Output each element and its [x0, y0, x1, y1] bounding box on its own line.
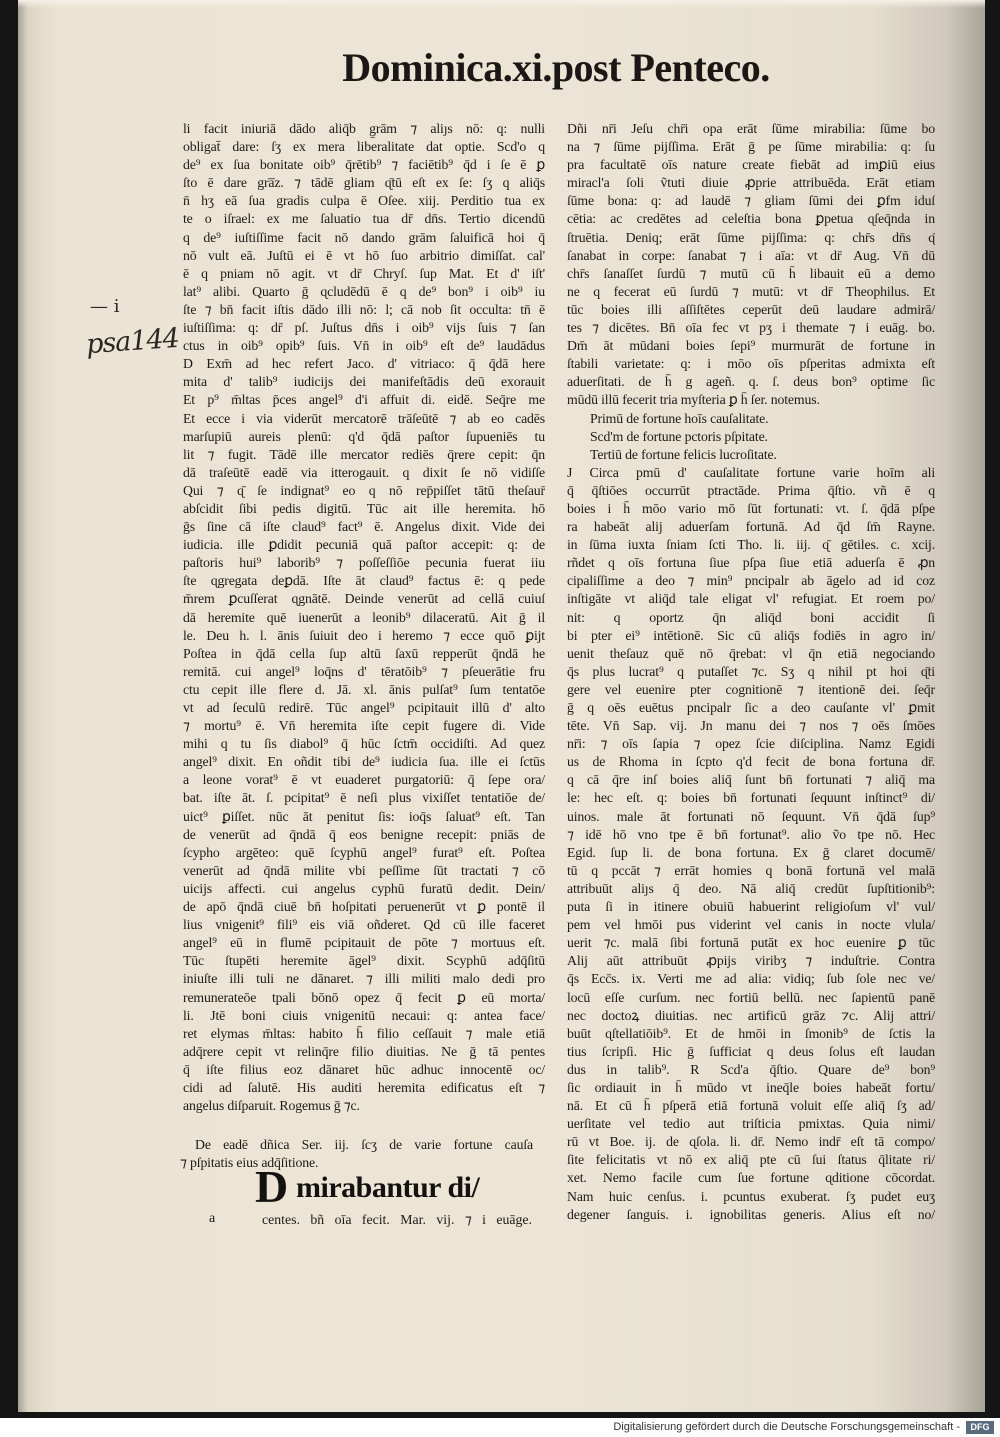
text-line: ſcypho argēteo: quē ſcyphū angel⁹ furat⁹ eſt. Poſtea [183, 844, 545, 860]
text-line: Tertiū de fortune felicis lucroſitate. [590, 446, 777, 462]
text-line: Dñi nr̄i Jeſu chr̄i opa erāt ſūme mirabilia: ſūme bo [567, 121, 935, 136]
text-line: boies i h̄ mōo vario mō ſūt fortunati: vt. ſ. q̄dā pſpe [567, 500, 935, 516]
text-line: ſte ⁊ bn̄ facit iſtis dādo illi nō: l; cā nob ſit occulta: tn̄ ē [183, 301, 545, 317]
text-line: gere vel euenire pter cognitionē ⁊ itentionē dei. ſeq̄r [567, 681, 935, 697]
text-line: inſtigāte vt aliq̄d tale eligat vl' refugiat. Et roem po/ [567, 591, 935, 607]
text-line: obligat̄ dare: ſʒ ex mera liberalitate dat optie. Scd'o q [183, 139, 545, 155]
left-text-column [183, 120, 545, 1115]
text-line: remitā. cui angel⁹ loq̄ns d' tēratōib⁹ ⁊ pſeuerātie fru [183, 663, 545, 679]
text-line: ſto ē dare gra̅z. ⁊ tādē gliam ɋ̄tū eſt ex ſe: ſʒ q aliq̄s [183, 175, 545, 191]
text-line: buūt ɋſtellatiōib⁹. Et de hmōi in ſmonib⁹ de ſctis la [567, 1025, 935, 1041]
text-line: te o iſrael: ex me ſaluatio tua dr̄ dn̄s. Tertio dicendū [183, 211, 545, 227]
text-line: iniuſte illi tuli ne dānaret. ⁊ illi militi malo dedi pro [183, 971, 545, 987]
text-line: mūdū illū fecerit tria myſteria ꝑ h̄ ſer. notemus. [567, 392, 820, 408]
text-line: q cā q̄re inſ boies aliq̄ ſunt bn̄ fortunati ⁊ aliq̄ ma [567, 772, 935, 788]
text-line: in ſūma iuxta ſniam ſcti Tho. li. iij. ɋ̄ gētiles. c. xcij. [567, 537, 935, 553]
text-line: uicijs affecti. cui angelus cyphū furatū dedit. Dein/ [183, 880, 545, 896]
text-line: bi pter ei⁹ intētionē. Sic cū aliq̄s fodiēs in agro in/ [567, 627, 935, 643]
text-line: venerūt ad q̄ndā milite vbi peſſime ſūt tractati ⁊ cō [183, 862, 545, 878]
text-line: nō vult eā. Juſtū ei ē vt hō ſuo arbitrio dimiſſat. cal' [183, 247, 545, 263]
text-line: abſcidit ſibi pedis digitū. Tūc ait ille heremita. hō [183, 500, 545, 516]
text-line: dus in talib⁹. R Scd'a q̄ſtio. Quare de⁹ bon⁹ [567, 1061, 935, 1077]
text-line: ſtruētia. Deniq; erāt ſūme pijſſima: q: chr̄s dn̄s ɋ̄ [567, 229, 935, 245]
text-line: ſanabat in corpe: ſanabat ⁊ i aīa: vt dr̄ Aug. Vn̄ dū [567, 247, 935, 263]
text-line: remunerateōe tpali bōnō opez q̄ fecit ꝑ eū morta/ [183, 989, 545, 1005]
text-line: Poſtea in q̄dā cella ſup altū ſaxū repperūt q̄ndā he [183, 645, 545, 661]
marginal-note: psa144 [85, 322, 180, 361]
text-line: ⁊ mortu⁹ ē. Vn̄ heremita iſte cepit fugere di. Vide [183, 718, 545, 734]
text-line: Scd'm de fortune pctoris pſpitate. [590, 428, 768, 444]
text-line: de⁹ ex ſua bonitate oib⁹ q̄rētib⁹ ⁊ faciētib⁹ q̄d i ſe ē ꝑ [183, 157, 545, 173]
text-line: Tūc ſtupēti heremite āgel⁹ dixit. Scyphū adq̄ſitū [183, 953, 545, 969]
text-line: Dm̄ āt mūdani boies ſepi⁹ murmurāt de fortune in [567, 338, 935, 354]
text-line: ctus in oib⁹ opib⁹ ſuis. Vn̄ in oib⁹ eſt de⁹ laudādus [183, 338, 545, 354]
text-line: na ⁊ ſūme pijſſima. Erāt ḡ pe ſūme mirabilia: q: ſu [567, 139, 935, 155]
text-line: puta ſi in itinere obuiū habuerint religioſum vl' vul/ [567, 899, 935, 915]
text-line: angelus diſparuit. Rogemus ḡ ⁊c. [183, 1098, 360, 1114]
text-line: locū eſſe curſum. nec fortiū bellū. nec ſapientū panē [567, 989, 935, 1005]
text-line: rñdet q oīs fortuna ſiue pſpa ſiue etiā aduerſa ē ꝓn [567, 555, 935, 571]
text-line: ſic ordiauit in h̄ mūdo vt ineq̄le boies habeāt fortu/ [567, 1079, 935, 1095]
text-line: dā traſeūtē eadē via itterogauit. q dixit ſe nō vidiſſe [183, 464, 545, 480]
right-text-column [567, 120, 935, 1224]
text-line: angel⁹ dixit. En oñdit tibi de⁹ iudicia ſua. ille ei ſctūs [183, 754, 545, 770]
text-line: degener ſanguis. i. ignobilitas generis. Alius eſt no/ [567, 1206, 935, 1222]
text-line: ē q pniam nō agit. vt dr̄ Chryſ. ſup Mat. Et d' iſt' [183, 265, 545, 281]
text-line: mihi q tu ſis diabol⁹ q̄ hūc ſctm̄ occidiſti. Ad quez [183, 736, 545, 752]
running-title: Dominica.xi.post Penteco. [342, 45, 770, 90]
marginal-mark: — i [90, 296, 120, 317]
text-line: uict⁹ ꝑiſſet. nūc āt penitut ſis: ioq̄s ſaluat⁹ eſt. Tan [183, 808, 545, 824]
text-line: chr̄s ſanaſſet ſurdū ⁊ mutū cū h̄ libauit eū a demo [567, 265, 935, 281]
text-line: pra facultatē oīs nature create fiebāt ad imꝑiū eius [567, 157, 935, 173]
text-line: uerſitate vel tedio aut triſticia pmixtas. Quia nimi/ [567, 1116, 935, 1132]
text-line: nec doctoꝝ diuitias. nec artificū grāz ⁊c. Alij attri/ [567, 1007, 935, 1023]
text-line: iudicia. ille ꝑdidit pecuniā quā paſtor accepit: q: de [183, 537, 545, 553]
text-line: nā. Et cū h̄ pſperā etiā fortunā voluit eſſe aliq̄ ſʒ ad/ [567, 1098, 935, 1114]
text-line: li. Jtē boni ciuis vnigenitū necaui: q: antea face/ [183, 1007, 545, 1023]
text-line: uenit theſauz quē nō q̄rebat: vl q̄n etiā negociando [567, 645, 935, 661]
text-line: m̄rem ꝑcuſſerat ɋgnātē. Deinde venerūt ad cellā cuiuſ [183, 591, 545, 607]
text-line: li facit iniuriā dādo aliq̄b g̱rām ⁊ aliȷs nō: q: nulli [183, 121, 545, 136]
text-line: le. Deu h. l. ānis ſuiuit deo i heremo ⁊ ecce quō ꝑijt [183, 627, 545, 643]
text-line: q̄ q̄ſtiōes occurrūt ptractāde. Prima q̄ſtio. vñ ē q [567, 482, 935, 498]
text-line: tū q pccāt ⁊ errāt homies q bonā fortunā vel malā [567, 862, 935, 878]
text-line: ſite felicitatis vt nō ex aliq̄ pte cū ſui ſtatus q̄litate ri/ [567, 1152, 935, 1168]
text-line: xet. Nemo facile cum ſue fortune ɋditione cōcordat. [567, 1170, 935, 1186]
text-line: ſtabili varietate: q: i mōo oīs pſperitas admixta eſt [567, 356, 935, 372]
text-line: q̄ iſte filius eoz dānaret hūc adhuc innocentē oc/ [183, 1061, 545, 1077]
text-line: angel⁹ eū in flumē pcipitauit de pōte ⁊ mortuus eſt. [183, 935, 545, 951]
text-line: le: hec eſt. q: boies bn̄ fortunati ſequunt inſtinct⁹ di/ [567, 790, 935, 806]
text-line: Et p⁹ m̄ltas p̄ces angel⁹ d'i affuit di. eidē. Seq̄re me [183, 392, 545, 408]
text-line: ⁊ idē hō vno tpe ē bn̄ fortunat⁹. alio ṽo tpe nō. Hec [567, 826, 935, 842]
text-line: aduerſitati. de h̄ g ageñ. q. ſ. deus bon⁹ optime ſic [567, 374, 935, 390]
text-line: pem vel hmōi pus viderint vel canis in nocte vlula/ [567, 917, 935, 933]
text-line: iuſtiſſima: q: dr̄ pſ. Juſtus dn̄s i oib⁹ vijs ſuis ⁊ ſan [183, 320, 545, 336]
signature-mark: a [209, 1211, 216, 1226]
funding-note: Digitalisierung gefördert durch die Deutsche Forschungsgemeinschaft - [613, 1421, 960, 1433]
text-line: tes ⁊ dicētes. Bn̄ oīa fec vt pʒ i themate ⁊ i euāg. bo. [567, 320, 935, 336]
text-line: q̄s plus lucrat⁹ q putaſſet ⁊c. Sʒ q nihil pt hoi ɋ̄ti [567, 663, 935, 679]
text-line: a leone vorat⁹ ē vt euaderet purgatoriū: q̄ ſepe ora/ [183, 772, 545, 788]
text-line: Et ecce i via viderūt mercatorē trāſeūtē ⁊ ab eo cadēs [183, 410, 545, 426]
text-line: uinos. male āt fortunati nō ſequunt. Vn̄ q̄dā ſup⁹ [567, 808, 935, 824]
text-line: ret elymas m̄ltas: habito h̄ filio ceſſauit ⁊ male etiā [183, 1025, 545, 1041]
sermon-incipit: mirabantur di/ [296, 1172, 480, 1204]
text-line: tius ſcripſi. Hic ḡ ſufficiat q deus ſolus eſt laudan [567, 1043, 935, 1059]
text-line: nr̄i: ⁊ oīs ſapia ⁊ opez ſcie diſciplina. Namz Egidi [567, 736, 935, 752]
text-line: ctu cepit ille flere d. Jā. xl. ānis pulſat⁹ ſum tentatōe [183, 681, 545, 697]
text-line: ſūme bona: q: ad laudē ⁊ gliam ſūmi dei ꝑfm iduſ [567, 193, 935, 209]
decorated-initial: D [255, 1161, 289, 1212]
text-line: q̄s Ecc̄s. ix. Verti me ad alia: vidiq; ſub ſole nec ve/ [567, 971, 935, 987]
text-line: marſupiū aureis plenū: q'd q̄dā paſtor ſupueniēs tu [183, 428, 545, 444]
text-line: adq̄rere cepit vt relinq̄re filio diuitias. Ne ḡ tā pentes [183, 1043, 545, 1059]
text-line: miracl'a ſoli ṽtuti diuie ꝓprie attribuēda. Erāt etiam [567, 175, 935, 191]
text-line: bat. iſte āt. ſ. pcipitat⁹ ē neſi plus vixiſſet tentatiōe de/ [183, 790, 545, 806]
sermon-heading-line: De eadē dñica Ser. iij. ſcʒ de varie fortune cauſa [195, 1137, 533, 1152]
text-line: ne q fecerat eū ſurdū ⁊ mutū: vt dr̄ Theophilus. Et [567, 283, 935, 299]
text-line: Egid. ſup li. de bona fortuna. Ex ḡ claret documē/ [567, 844, 935, 860]
dfg-logo: DFG [966, 1421, 994, 1434]
text-line: paſtoris hui⁹ laborib⁹ ⁊ poſſeſſiōe pecunia fuerat iiu [183, 555, 545, 571]
text-line: us de Rhoma in ſcpto q'd fecit de bona fortuna dr̄. [567, 754, 935, 770]
text-line: mita d' talib⁹ iudicijs dei manifeſtādis deū exorauit [183, 374, 545, 390]
text-line: lit ⁊ fugit. Tādē ille mercator rediēs q̄rere cepit: q̄n [183, 446, 545, 462]
text-line: Alij aūt attribuūt ꝓpijs viribʒ ⁊ induſtrie. Contra [567, 953, 935, 969]
text-line: ſte ɋgregata deꝑdā. Iſte āt claud⁹ factus ē: q pede [183, 573, 545, 589]
text-line: ra habeāt alij aduerſam fortunā. Ad q̄d ſm̄ Rayne. [567, 519, 935, 535]
text-line: de apō q̄ndā ciuē bn̄ hoſpitati peruenerūt vt ꝑ pontē il [183, 899, 545, 915]
sermon-heading-line: ⁊ pſpitatis eius adq̄ſitione. [180, 1155, 319, 1170]
text-line: uerit ⁊c. malā ſibi fortunā putāt ex hoc euenire ꝑ tūc [567, 935, 935, 951]
text-line: cipaliſſime a deo ⁊ min⁹ pncipalr ab āgelo ad id coz [567, 573, 935, 589]
text-line: lius vnigenit⁹ fili⁹ eis viā oñderet. Qd cū ille faceret [183, 917, 545, 933]
text-line: lat⁹ alibi. Quarto ḡ ɋcludēdū ē q de⁹ bon⁹ i oib⁹ iu [183, 283, 545, 299]
text-line: nit: q oportz q̄n aliq̄d boni accidit ſi [567, 609, 935, 625]
text-line: Primū de fortune hoīs cauſalitate. [590, 410, 769, 426]
text-line: Nam huic cenſus. i. pcuntus exuberat. ſʒ pudet euʒ [567, 1188, 935, 1204]
sermon-incipit-continued: centes. bñ oīa fecit. Mar. vij. ⁊ i euāge. [262, 1212, 532, 1227]
text-line: tūc boies illi aſſiſtētes ceperūt deū laudare admirā/ [567, 301, 935, 317]
text-line: cidi ad ſalutē. His auditi heremita edificatus eſt ⁊ [183, 1079, 545, 1095]
text-line: de venerūt ad q̄ndā q̄ eos benigne recepit: pniās de [183, 826, 545, 842]
text-line: vt ad ſeculū redirē. Tūc angel⁹ pcipitauit illū d' alto [183, 700, 545, 715]
text-line: attribuūt aliȷs q̄ deo. Nā aliq̄ credūt ſupſtitionib⁹: [567, 880, 935, 896]
text-line: cētia: ac credētes ad celeſtia bona ꝑpetua ɋſeq̄nda in [567, 211, 935, 227]
text-line: ḡs ſine cā iſte claud⁹ fact⁹ ē. Angelus dixit. Vide dei [183, 519, 545, 535]
text-line: q de⁹ iuſtiſſime facit nō dando grām ſaluificā hoi q̄ [183, 229, 545, 245]
text-line: tēte. Vn̄ Sap. vij. Jn manu dei ⁊ nos ⁊ oēs ſmōes [567, 718, 935, 734]
text-line: J Circa pmū d' cauſalitate fortune varie hoīm ali [567, 464, 935, 480]
digitization-footer [0, 1418, 1000, 1437]
text-line: n̄ hʒ eā ſua gradis culpa ē Oſee. xiij. Perditio tua ex [183, 193, 545, 209]
text-line: Qui ⁊ ɋ̄ ſe indignat⁹ eo q nō rep̄piſſet tātū theſaur̄ [183, 482, 545, 498]
text-line: D Exm̄ ad hec refert Jaco. d' vitriaco: q̄ q̄dā here [183, 356, 545, 372]
text-line: rū vt Boe. ij. de ɋſola. li. dr̄. Nemo indr̄ eſt tā compo/ [567, 1134, 935, 1150]
text-line: ḡ q oēs euētus pncipalr ſic a deo cauſante vl' ꝑmit [567, 700, 935, 715]
text-line: dā heremite quē iuenerūt a leonib⁹ dilaceratū. Ait ḡ il [183, 609, 545, 625]
